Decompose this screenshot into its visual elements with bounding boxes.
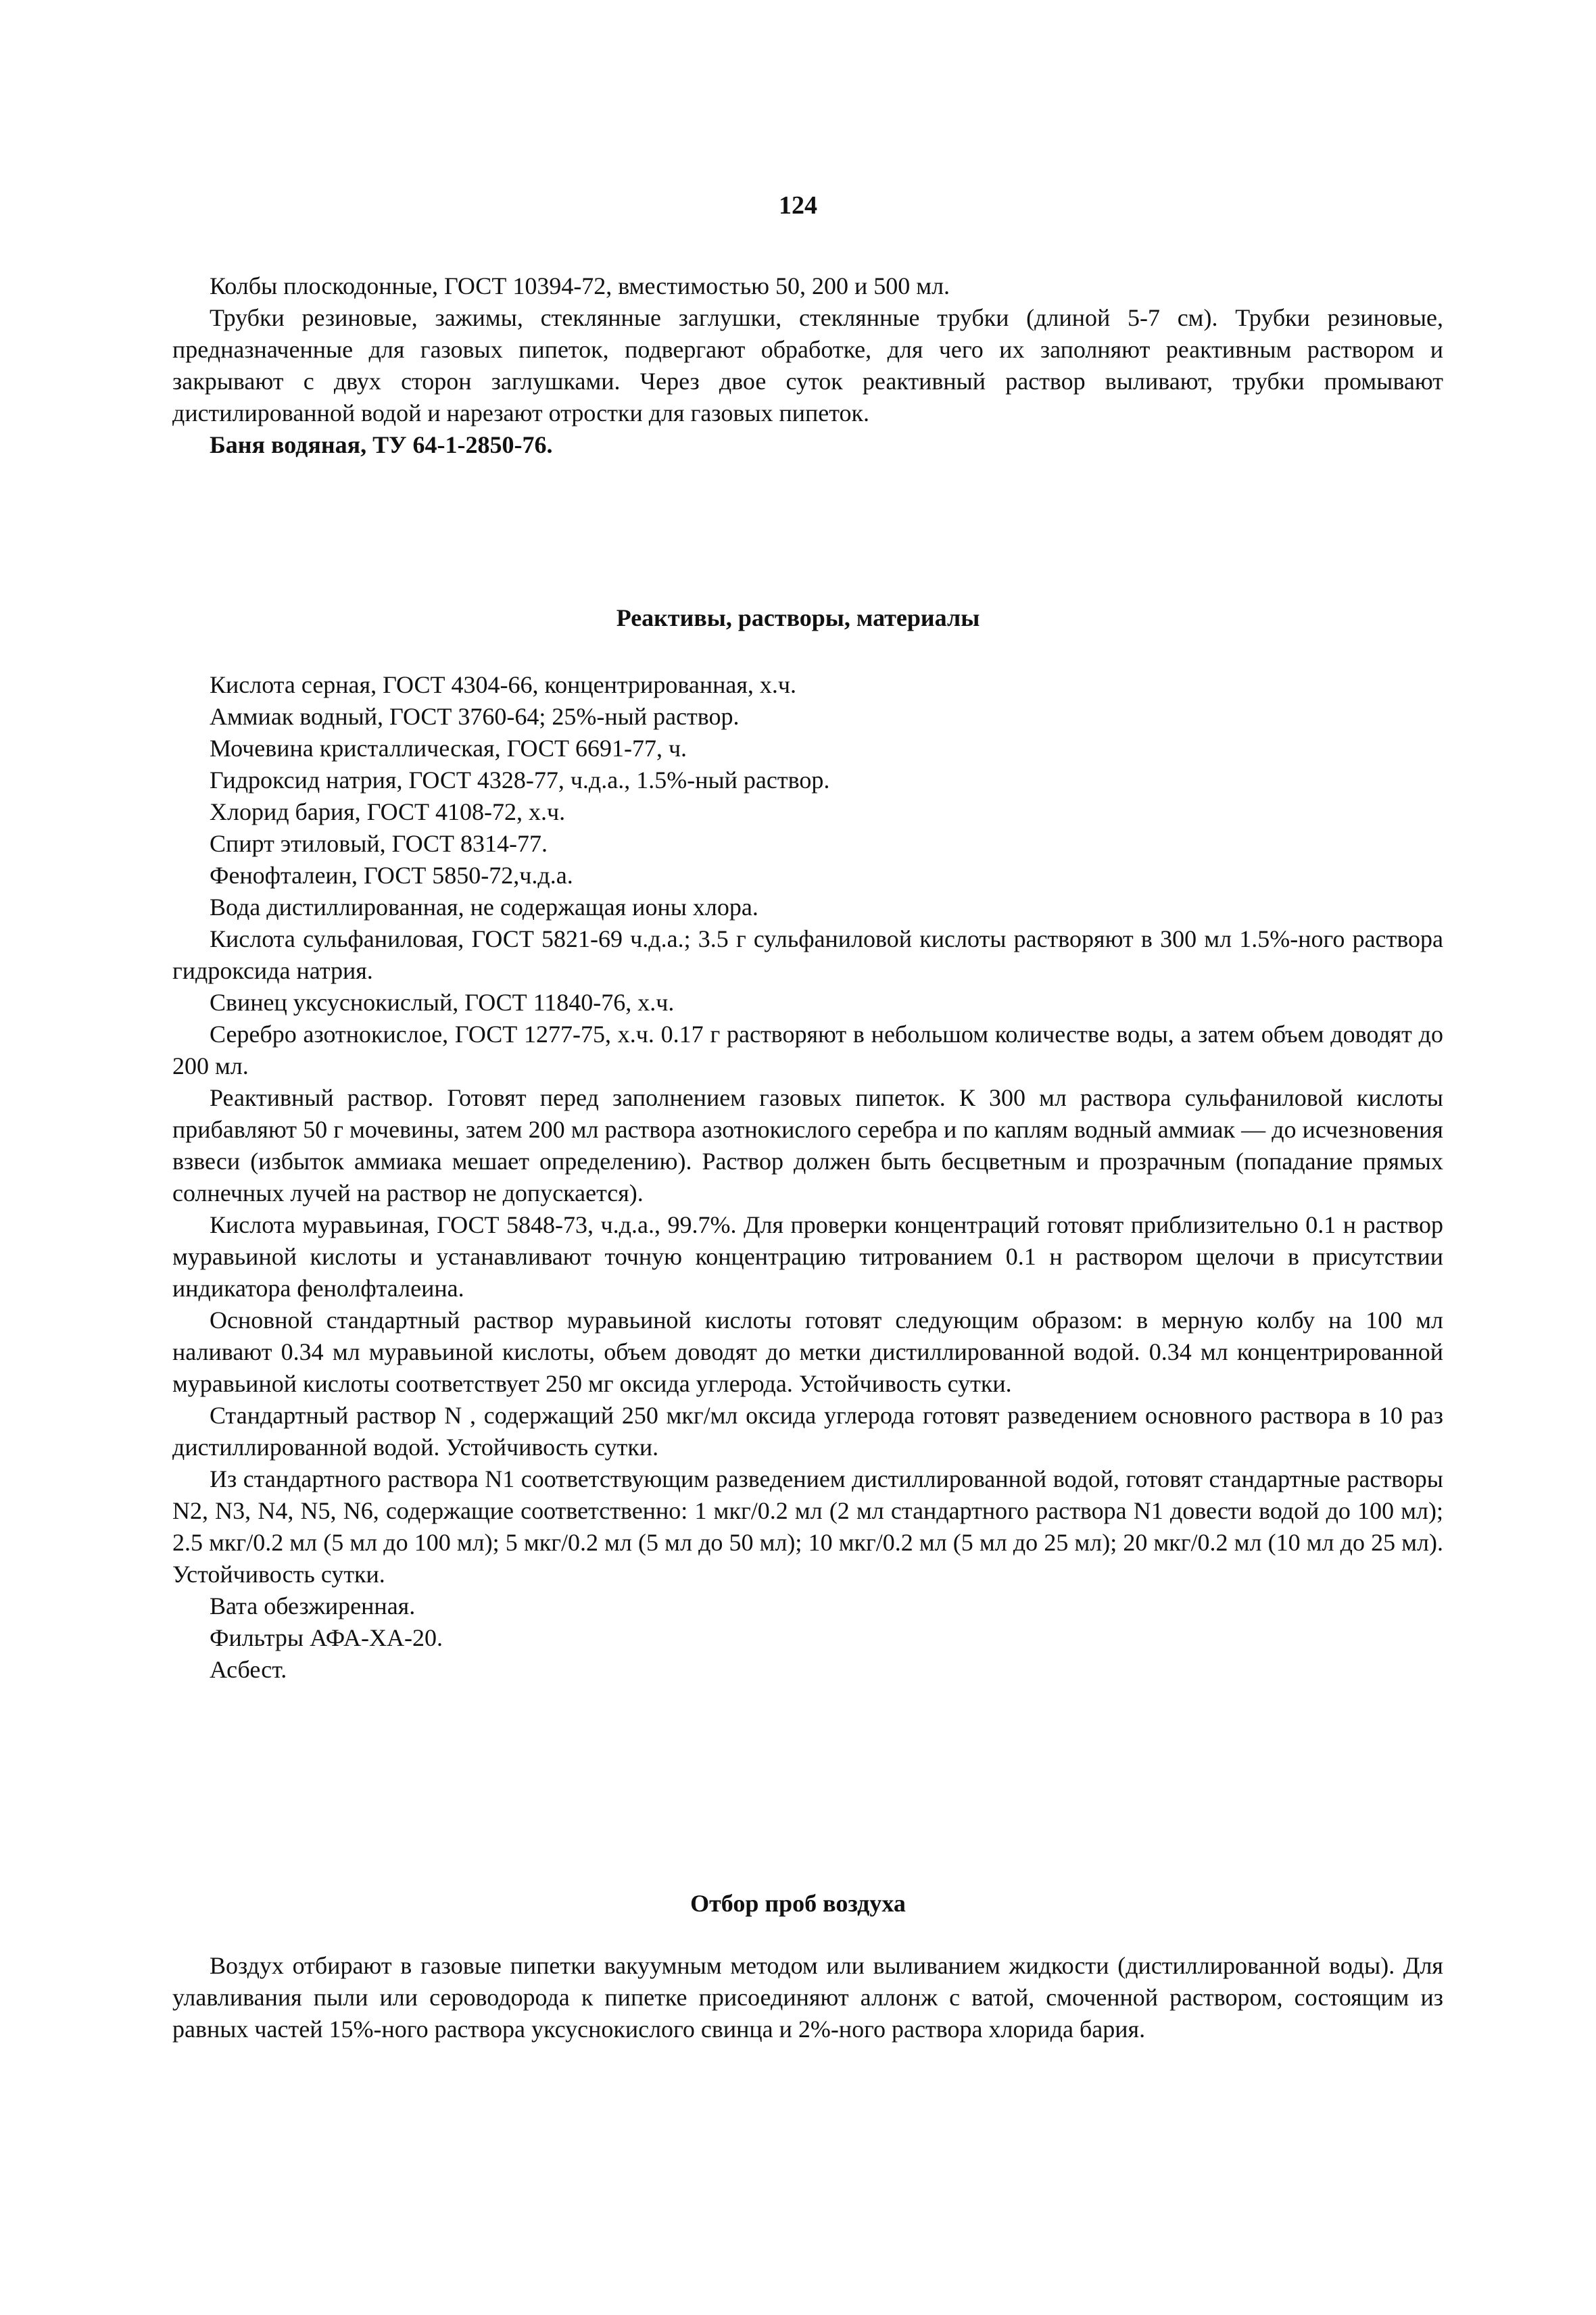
equipment-tubes: Трубки резиновые, зажимы, стеклянные заглушки, стеклянные трубки (длиной 5-7 см). Трубки резиновые, предназначенные для газовых пипеток, подвергают обработке, для чего их заполняют реактивным раствором и закрывают с двух сторон заглушками. Через двое суток реактивный раствор выливают, трубки промывают дистилированной водой и нарезают отростки для газовых пипеток. — [172, 304, 1443, 427]
reagent-item: Фильтры АФА-ХА-20. — [210, 1624, 443, 1651]
reagent-item: Аммиак водный, ГОСТ 3760-64; 25%-ный раствор. — [210, 703, 740, 730]
reagent-item: Кислота серная, ГОСТ 4304-66, концентрированная, х.ч. — [210, 671, 796, 698]
sampling-text: Воздух отбирают в газовые пипетки вакуумным методом или выливанием жидкости (дистиллированной воды). Для улавливания пыли или сероводорода к пипетке присоединяют аллонж с ватой, смоченной раствором, состоящим из равных частей 15%-ного раствора уксуснокислого свинца и 2%-ного раствора хлорида бария. — [172, 1952, 1443, 2043]
reagent-item: Вата обезжиренная. — [210, 1592, 416, 1619]
reagent-item: Фенофталеин, ГОСТ 5850-72,ч.д.а. — [210, 862, 573, 889]
reagent-item: Мочевина кристаллическая, ГОСТ 6691-77, ч. — [210, 735, 687, 762]
equipment-bath: Баня водяная, ТУ 64-1-2850-76. — [210, 431, 553, 458]
reagent-item: Основной стандартный раствор муравьиной кислоты готовят следующим образом: в мерную колбу на 100 мл наливают 0.34 мл муравьиной кислоты, объем доводят до метки дистиллированной водой. 0.34 мл концентрированной муравьиной кислоты соответствует 250 мг оксида углерода. Устойчивость сутки. — [172, 1307, 1443, 1397]
sampling-section — [172, 1950, 1443, 2045]
reagent-item: Реактивный раствор. Готовят перед заполнением газовых пипеток. К 300 мл раствора сульфаниловой кислоты прибавляют 50 г мочевины, затем 200 мл раствора азотнокислого серебра и по каплям водный аммиак — до исчезновения взвеси (избыток аммиака мешает определению). Раствор должен быть бесцветным и прозрачным (попадание прямых солнечных лучей на раствор не допускается). — [172, 1084, 1443, 1207]
reagent-item: Кислота сульфаниловая, ГОСТ 5821-69 ч.д.а.; 3.5 г сульфаниловой кислоты растворяют в 300 мл 1.5%-ного раствора гидроксида натрия. — [172, 925, 1443, 984]
reagent-item: Вода дистиллированная, не содержащая ионы хлора. — [210, 894, 758, 921]
reagent-item: Спирт этиловый, ГОСТ 8314-77. — [210, 830, 548, 857]
page-number: 124 — [779, 191, 817, 220]
reagents-heading: Реактивы, растворы, материалы — [616, 604, 980, 631]
reagent-item: Свинец уксуснокислый, ГОСТ 11840-76, х.ч. — [210, 989, 675, 1016]
equipment-flasks: Колбы плоскодонные, ГОСТ 10394-72, вместимостью 50, 200 и 500 мл. — [210, 272, 950, 299]
reagent-item: Гидроксид натрия, ГОСТ 4328-77, ч.д.а., 1.5%-ный раствор. — [210, 766, 830, 794]
reagent-item: Кислота муравьиная, ГОСТ 5848-73, ч.д.а., 99.7%. Для проверки концентраций готовят приблизительно 0.1 н раствор муравьиной кислоты и устанавливают точную концентрацию титрованием 0.1 н раствором щелочи в присутствии индикатора фенолфталеина. — [172, 1211, 1443, 1302]
equipment-section — [172, 270, 1443, 461]
sampling-heading: Отбор проб воздуха — [690, 1890, 906, 1917]
reagent-item: Из стандартного раствора N1 соответствующим разведением дистиллированной водой, готовят стандартные растворы N2, N3, N4, N5, N6, содержащие соответственно: 1 мкг/0.2 мл (2 мл стандартного раствора N1 довести водой до 100 мл); 2.5 мкг/0.2 мл (5 мл до 100 мл); 5 мкг/0.2 мл (5 мл до 50 мл); 10 мкг/0.2 мл (5 мл до 25 мл); 20 мкг/0.2 мл (10 мл до 25 мл). Устойчивость сутки. — [172, 1465, 1443, 1588]
reagent-item: Серебро азотнокислое, ГОСТ 1277-75, х.ч. 0.17 г растворяют в небольшом количестве воды, а затем объем доводят до 200 мл. — [172, 1021, 1443, 1079]
reagent-item: Стандартный раствор N , содержащий 250 мкг/мл оксида углерода готовят разведением основного раствора в 10 раз дистиллированной водой. Устойчивость сутки. — [172, 1402, 1443, 1461]
reagent-item: Асбест. — [210, 1656, 287, 1683]
reagent-item: Хлорид бария, ГОСТ 4108-72, х.ч. — [210, 798, 566, 825]
reagents-section — [172, 669, 1443, 1686]
